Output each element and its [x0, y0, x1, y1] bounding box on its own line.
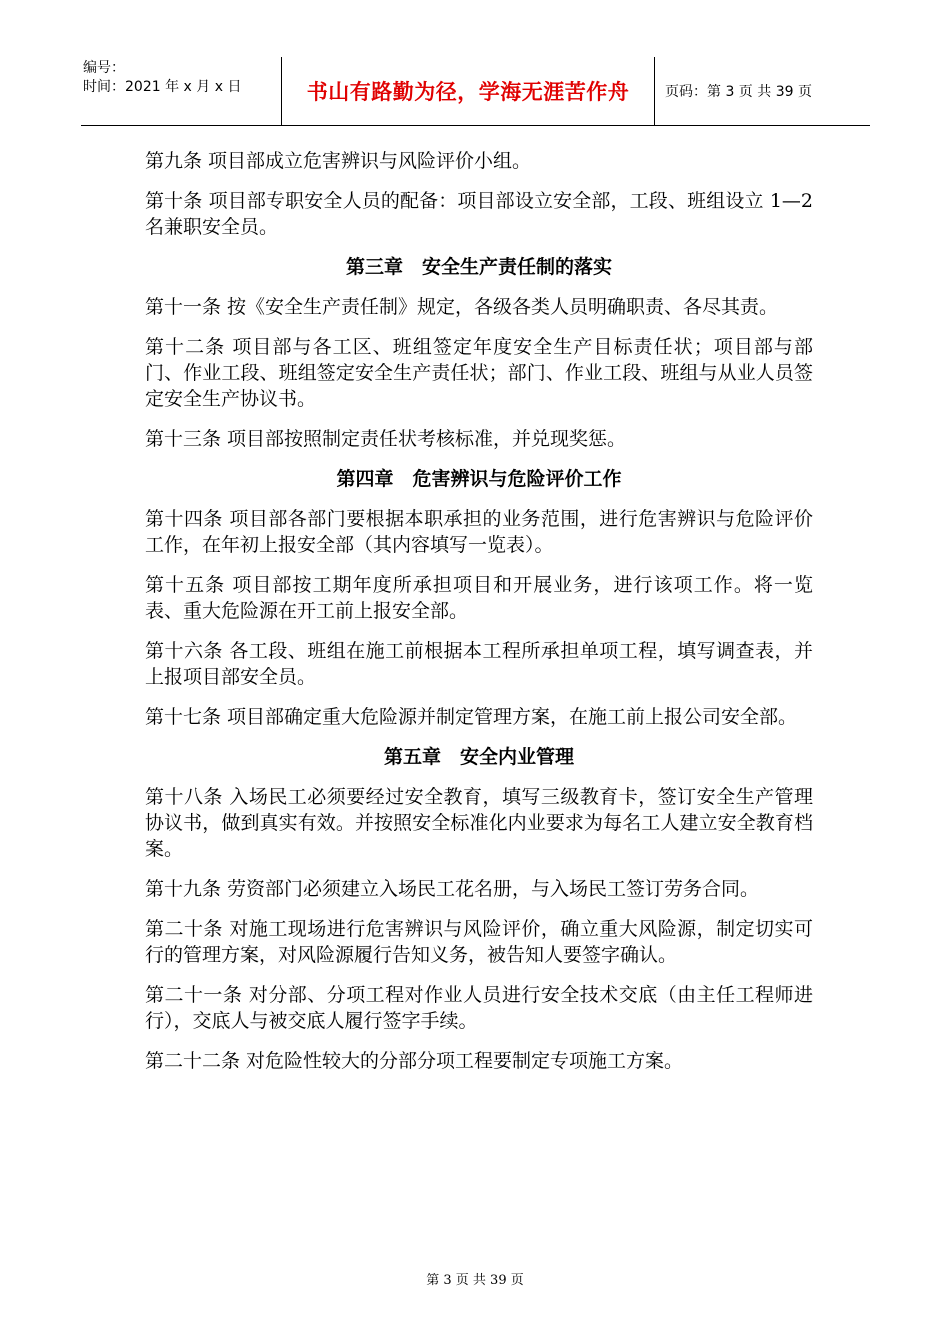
page-footer: 第 3 页 共 39 页 [426, 1273, 524, 1288]
document-number-label: 编号： [83, 60, 125, 76]
document-date: 时间：2021 年 x 月 x 日 [83, 79, 242, 95]
paragraph: 第十三条 项目部按照制定责任状考核标准，并兑现奖惩。 [145, 428, 627, 450]
paragraph: 第十二条 项目部与各工区、班组签定年度安全生产目标责任状；项目部与部门、作业工段、班组签定安全生产责任状；部门、作业工段、班组与从业人员签定安全生产协议书。 [145, 336, 813, 410]
paragraph: 第二十一条 对分部、分项工程对作业人员进行安全技术交底（由主任工程师进行），交底人与被交底人履行签字手续。 [145, 984, 813, 1032]
chapter-heading: 第三章 安全生产责任制的落实 [345, 256, 612, 278]
paragraph: 第十九条 劳资部门必须建立入场民工花名册，与入场民工签订劳务合同。 [145, 878, 760, 900]
paragraph: 第九条 项目部成立危害辨识与风险评价小组。 [145, 150, 532, 172]
paragraph: 第二十二条 对危险性较大的分部分项工程要制定专项施工方案。 [145, 1050, 684, 1072]
paragraph: 第十四条 项目部各部门要根据本职承担的业务范围，进行危害辨识与危险评价工作，在年初上报安全部（其内容填写一览表）。 [145, 508, 813, 556]
paragraph: 第十一条 按《安全生产责任制》规定，各级各类人员明确职责、各尽其责。 [145, 296, 779, 318]
paragraph: 第十条 项目部专职安全人员的配备：项目部设立安全部，工段、班组设立 1—2 名兼职安全员。 [145, 190, 813, 238]
paragraph: 第十七条 项目部确定重大危险源并制定管理方案，在施工前上报公司安全部。 [145, 706, 798, 728]
header-meta [81, 57, 282, 125]
chapter-heading: 第五章 安全内业管理 [383, 746, 574, 768]
header-page-info: 页码：第 3 页 共 39 页 [665, 84, 812, 100]
page-header [81, 57, 870, 126]
paragraph: 第十六条 各工段、班组在施工前根据本工程所承担单项工程，填写调查表，并上报项目部安全员。 [145, 640, 813, 688]
paragraph: 第二十条 对施工现场进行危害辨识与风险评价，确立重大风险源，制定切实可行的管理方案，对风险源履行告知义务，被告知人要签字确认。 [145, 918, 813, 966]
paragraph: 第十五条 项目部按工期年度所承担项目和开展业务，进行该项工作。将一览表、重大危险源在开工前上报安全部。 [145, 574, 813, 622]
document-body [145, 148, 813, 1088]
chapter-heading: 第四章 危害辨识与危险评价工作 [336, 468, 622, 490]
paragraph: 第十八条 入场民工必须要经过安全教育，填写三级教育卡，签订安全生产管理协议书，做到真实有效。并按照安全标准化内业要求为每名工人建立安全教育档案。 [145, 786, 813, 860]
header-motto: 书山有路勤为径，学海无涯苦作舟 [282, 57, 655, 125]
